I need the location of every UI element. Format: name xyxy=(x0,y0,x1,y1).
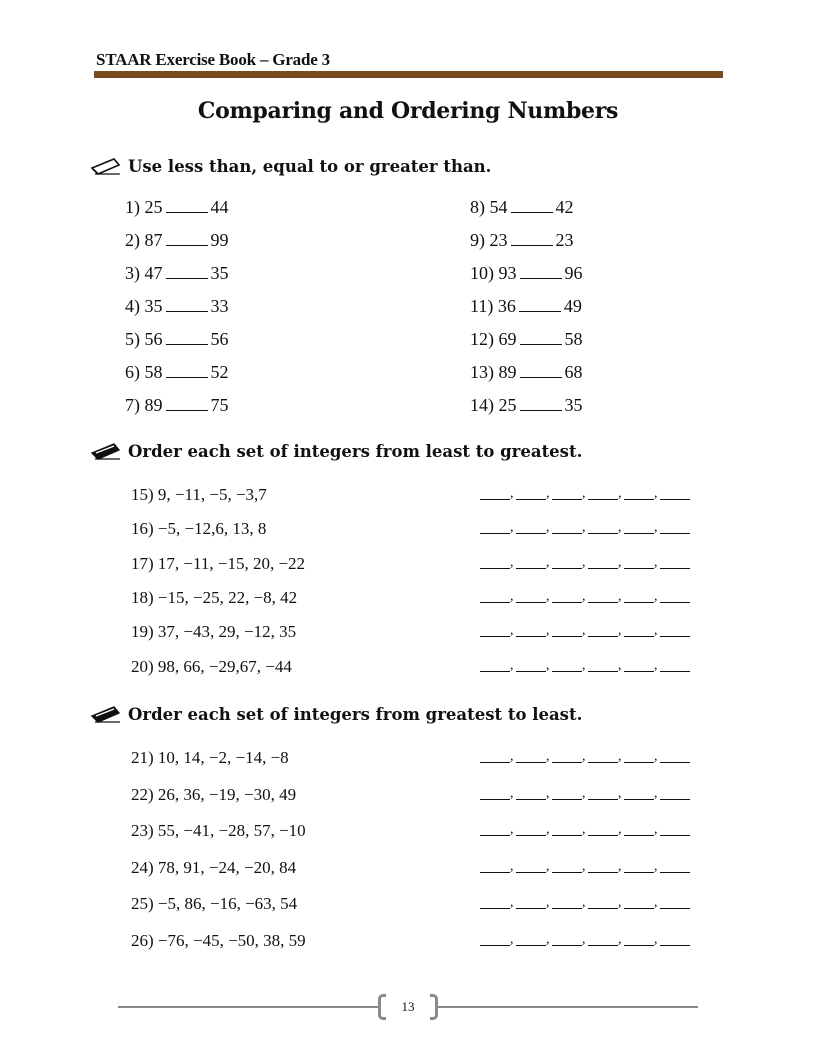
comma: , xyxy=(510,749,514,764)
answer-blank[interactable] xyxy=(588,556,618,569)
number-a: 89 xyxy=(144,395,163,415)
item-number: 20) xyxy=(131,656,154,676)
item-number: 9) xyxy=(470,230,485,250)
comma: , xyxy=(618,486,622,501)
answer-blank[interactable] xyxy=(480,750,510,763)
order-item xyxy=(131,785,296,805)
answer-blank[interactable] xyxy=(166,363,208,378)
item-number: 17) xyxy=(131,553,154,573)
answer-blank[interactable] xyxy=(519,297,561,312)
answer-blank[interactable] xyxy=(166,330,208,345)
order-item xyxy=(131,622,296,642)
answer-blank[interactable] xyxy=(166,264,208,279)
footer-line-right xyxy=(436,1006,698,1008)
answer-blanks xyxy=(480,860,690,873)
answer-blanks xyxy=(480,750,690,763)
item-number: 4) xyxy=(125,296,140,316)
comma: , xyxy=(546,822,550,838)
answer-blank[interactable] xyxy=(516,860,546,873)
book-title: STAAR Exercise Book – Grade 3 xyxy=(96,50,330,69)
order-item xyxy=(131,657,292,677)
answer-blank[interactable] xyxy=(588,487,618,500)
number-b: 56 xyxy=(210,329,229,349)
comma: , xyxy=(546,486,550,501)
header-rule xyxy=(94,71,723,78)
answer-blank[interactable] xyxy=(520,264,562,279)
item-number: 24) xyxy=(131,857,154,877)
pencil-icon xyxy=(90,704,122,724)
section-heading-greatest-to-least xyxy=(90,704,582,724)
answer-blank[interactable] xyxy=(552,933,582,946)
answer-blank[interactable] xyxy=(166,297,208,312)
number-a: 56 xyxy=(144,329,163,349)
answer-blank[interactable] xyxy=(516,659,546,672)
order-item xyxy=(131,554,305,574)
item-number: 8) xyxy=(470,197,485,217)
answer-blank[interactable] xyxy=(516,521,546,534)
compare-item xyxy=(125,230,229,251)
item-number: 13) xyxy=(470,362,494,382)
comma: , xyxy=(618,858,622,874)
answer-blanks xyxy=(480,590,690,603)
page-title: Comparing and Ordering Numbers xyxy=(197,98,619,124)
answer-blank[interactable] xyxy=(520,363,562,378)
answer-blank[interactable] xyxy=(516,624,546,637)
page-number-text: 13 xyxy=(401,999,415,1014)
comma: , xyxy=(582,623,586,639)
comma: , xyxy=(654,657,658,673)
comma: , xyxy=(546,554,550,570)
comma: , xyxy=(654,785,658,801)
comma: , xyxy=(654,588,658,604)
number-a: 36 xyxy=(497,296,516,316)
answer-blank[interactable] xyxy=(480,624,510,637)
item-number: 7) xyxy=(125,395,140,415)
answer-blank[interactable] xyxy=(552,487,582,500)
comma: , xyxy=(654,822,658,838)
number-b: 68 xyxy=(564,362,583,382)
comma: , xyxy=(582,749,586,764)
answer-blank[interactable] xyxy=(660,860,690,873)
comma: , xyxy=(618,657,622,673)
bracket-left-icon xyxy=(378,994,386,1020)
comma: , xyxy=(618,749,622,764)
answer-blank[interactable] xyxy=(552,860,582,873)
integer-set: 55, −41, −28, 57, −10 xyxy=(157,821,306,841)
answer-blank[interactable] xyxy=(552,521,582,534)
item-number: 25) xyxy=(131,894,154,914)
answer-blank[interactable] xyxy=(516,556,546,569)
comma: , xyxy=(582,858,586,874)
comma: , xyxy=(654,623,658,639)
answer-blank[interactable] xyxy=(624,860,654,873)
comma: , xyxy=(510,785,514,801)
item-number: 26) xyxy=(131,931,154,950)
comma: , xyxy=(510,932,514,947)
answer-blank[interactable] xyxy=(588,521,618,534)
answer-blank[interactable] xyxy=(588,624,618,637)
footer-line-left xyxy=(118,1006,380,1008)
answer-blank[interactable] xyxy=(660,590,690,603)
answer-blank[interactable] xyxy=(660,487,690,500)
number-b: 49 xyxy=(563,296,582,316)
item-number: 10) xyxy=(470,263,494,283)
answer-blank[interactable] xyxy=(516,590,546,603)
comma: , xyxy=(618,520,622,536)
answer-blank[interactable] xyxy=(520,396,562,411)
section-heading-compare-text: Use less than, equal to or greater than. xyxy=(128,156,492,176)
answer-blanks xyxy=(480,521,690,534)
item-number: 2) xyxy=(125,230,140,250)
item-number: 5) xyxy=(125,329,140,349)
answer-blank[interactable] xyxy=(480,933,510,946)
comma: , xyxy=(510,895,514,911)
answer-blank[interactable] xyxy=(480,823,510,836)
number-a: 23 xyxy=(489,230,508,250)
number-a: 25 xyxy=(498,395,517,415)
answer-blank[interactable] xyxy=(166,231,208,246)
comma: , xyxy=(510,520,514,536)
item-number: 19) xyxy=(131,622,154,642)
answer-blank[interactable] xyxy=(660,787,690,800)
answer-blank[interactable] xyxy=(552,823,582,836)
comma: , xyxy=(654,858,658,874)
answer-blanks xyxy=(480,823,690,836)
answer-blank[interactable] xyxy=(588,823,618,836)
integer-set: −15, −25, 22, −8, 42 xyxy=(157,587,298,607)
order-item xyxy=(131,858,296,878)
comma: , xyxy=(546,932,550,947)
comma: , xyxy=(582,932,586,947)
integer-set: 98, 66, −29,67, −44 xyxy=(157,656,292,676)
answer-blank[interactable] xyxy=(624,659,654,672)
answer-blank[interactable] xyxy=(480,556,510,569)
answer-blanks xyxy=(480,659,690,672)
compare-item xyxy=(125,362,229,383)
answer-blank[interactable] xyxy=(624,487,654,500)
answer-blank[interactable] xyxy=(520,330,562,345)
answer-blank[interactable] xyxy=(624,823,654,836)
item-number: 11) xyxy=(470,296,494,316)
order-item xyxy=(131,821,306,841)
answer-blank[interactable] xyxy=(166,198,208,213)
answer-blank[interactable] xyxy=(624,787,654,800)
answer-blank[interactable] xyxy=(660,521,690,534)
comma: , xyxy=(582,554,586,570)
comma: , xyxy=(510,657,514,673)
comma: , xyxy=(618,932,622,947)
answer-blank[interactable] xyxy=(660,556,690,569)
integer-set: 78, 91, −24, −20, 84 xyxy=(157,857,297,877)
item-number: 21) xyxy=(131,748,154,767)
answer-blanks xyxy=(480,624,690,637)
comma: , xyxy=(654,749,658,764)
answer-blank[interactable] xyxy=(166,396,208,411)
answer-blank[interactable] xyxy=(480,590,510,603)
compare-item xyxy=(470,296,582,317)
item-number: 23) xyxy=(131,821,154,841)
order-item xyxy=(131,519,266,539)
integer-set: −76, −45, −50, 38, 59 xyxy=(157,931,306,950)
answer-blank[interactable] xyxy=(480,896,510,909)
answer-blanks xyxy=(480,556,690,569)
answer-blank[interactable] xyxy=(480,860,510,873)
item-number: 22) xyxy=(131,784,154,804)
number-a: 58 xyxy=(144,362,163,382)
answer-blank[interactable] xyxy=(516,933,546,946)
item-number: 6) xyxy=(125,362,140,382)
answer-blank[interactable] xyxy=(552,556,582,569)
order-item xyxy=(131,931,306,951)
number-b: 35 xyxy=(564,395,583,415)
compare-item xyxy=(470,362,583,383)
answer-blank[interactable] xyxy=(552,787,582,800)
comma: , xyxy=(510,623,514,639)
answer-blank[interactable] xyxy=(660,750,690,763)
comma: , xyxy=(582,486,586,501)
answer-blank[interactable] xyxy=(552,624,582,637)
answer-blank[interactable] xyxy=(480,659,510,672)
comma: , xyxy=(546,785,550,801)
comma: , xyxy=(510,822,514,838)
answer-blank[interactable] xyxy=(624,590,654,603)
integer-set: 9, −11, −5, −3,7 xyxy=(157,485,267,504)
section-heading-compare xyxy=(90,156,491,176)
answer-blank[interactable] xyxy=(516,787,546,800)
comma: , xyxy=(654,932,658,947)
comma: , xyxy=(582,895,586,911)
number-b: 44 xyxy=(210,197,229,217)
answer-blank[interactable] xyxy=(511,198,553,213)
comma: , xyxy=(618,822,622,838)
item-number: 15) xyxy=(131,485,154,504)
compare-item xyxy=(125,263,229,284)
answer-blank[interactable] xyxy=(660,896,690,909)
compare-item xyxy=(125,395,229,416)
answer-blank[interactable] xyxy=(660,624,690,637)
answer-blank[interactable] xyxy=(552,750,582,763)
compare-item xyxy=(470,263,583,284)
integer-set: 37, −43, 29, −12, 35 xyxy=(157,622,297,642)
answer-blank[interactable] xyxy=(516,750,546,763)
answer-blank[interactable] xyxy=(516,823,546,836)
comma: , xyxy=(618,785,622,801)
answer-blank[interactable] xyxy=(588,590,618,603)
order-item xyxy=(131,894,297,914)
comma: , xyxy=(546,895,550,911)
comma: , xyxy=(582,520,586,536)
number-a: 69 xyxy=(498,329,517,349)
comma: , xyxy=(582,822,586,838)
answer-blank[interactable] xyxy=(624,556,654,569)
answer-blank[interactable] xyxy=(588,860,618,873)
answer-blanks xyxy=(480,896,690,909)
item-number: 1) xyxy=(125,197,140,217)
comma: , xyxy=(582,785,586,801)
pencil-icon xyxy=(90,441,122,461)
item-number: 18) xyxy=(131,587,154,607)
integer-set: 10, 14, −2, −14, −8 xyxy=(157,748,289,767)
answer-blank[interactable] xyxy=(624,896,654,909)
answer-blank[interactable] xyxy=(516,487,546,500)
pencil-icon xyxy=(90,156,122,176)
comma: , xyxy=(510,486,514,501)
answer-blank[interactable] xyxy=(552,659,582,672)
integer-set: 17, −11, −15, 20, −22 xyxy=(157,553,306,573)
comma: , xyxy=(510,588,514,604)
answer-blank[interactable] xyxy=(660,823,690,836)
answer-blank[interactable] xyxy=(480,487,510,500)
item-number: 12) xyxy=(470,329,494,349)
answer-blank[interactable] xyxy=(511,231,553,246)
answer-blank[interactable] xyxy=(552,896,582,909)
compare-item xyxy=(470,329,583,350)
answer-blank[interactable] xyxy=(624,624,654,637)
integer-set: −5, −12,6, 13, 8 xyxy=(157,519,267,539)
comma: , xyxy=(618,623,622,639)
answer-blank[interactable] xyxy=(588,933,618,946)
bracket-right-icon xyxy=(430,994,438,1020)
comma: , xyxy=(510,554,514,570)
item-number: 16) xyxy=(131,519,154,539)
answer-blank[interactable] xyxy=(660,933,690,946)
number-a: 35 xyxy=(144,296,163,316)
number-b: 23 xyxy=(555,230,574,250)
number-a: 89 xyxy=(498,362,517,382)
answer-blank[interactable] xyxy=(480,787,510,800)
compare-item xyxy=(125,296,229,317)
section-heading-least-to-greatest xyxy=(90,441,582,461)
number-b: 99 xyxy=(210,230,229,250)
comma: , xyxy=(546,657,550,673)
answer-blank[interactable] xyxy=(480,521,510,534)
number-a: 54 xyxy=(489,197,508,217)
answer-blank[interactable] xyxy=(552,590,582,603)
answer-blank[interactable] xyxy=(516,896,546,909)
number-b: 58 xyxy=(564,329,583,349)
number-b: 75 xyxy=(210,395,229,415)
comma: , xyxy=(546,623,550,639)
comma: , xyxy=(582,588,586,604)
comma: , xyxy=(654,486,658,501)
answer-blanks xyxy=(480,487,690,500)
comma: , xyxy=(546,520,550,536)
answer-blank[interactable] xyxy=(588,787,618,800)
number-b: 35 xyxy=(210,263,229,283)
order-item xyxy=(131,588,297,608)
order-item xyxy=(131,485,267,505)
answer-blank[interactable] xyxy=(660,659,690,672)
integer-set: 26, 36, −19, −30, 49 xyxy=(157,784,297,804)
comma: , xyxy=(582,657,586,673)
compare-item xyxy=(470,230,574,251)
answer-blank[interactable] xyxy=(624,521,654,534)
number-a: 87 xyxy=(144,230,163,250)
section-heading-gtl-text: Order each set of integers from greatest to least. xyxy=(128,704,583,724)
answer-blank[interactable] xyxy=(588,896,618,909)
compare-item xyxy=(470,395,583,416)
comma: , xyxy=(618,895,622,911)
number-a: 25 xyxy=(144,197,163,217)
answer-blanks xyxy=(480,933,690,946)
answer-blank[interactable] xyxy=(624,750,654,763)
answer-blanks xyxy=(480,787,690,800)
compare-item xyxy=(125,197,229,218)
comma: , xyxy=(546,858,550,874)
number-b: 52 xyxy=(210,362,229,382)
number-a: 93 xyxy=(498,263,517,283)
comma: , xyxy=(546,749,550,764)
comma: , xyxy=(510,858,514,874)
comma: , xyxy=(618,554,622,570)
section-heading-ltg-text: Order each set of integers from least to greatest. xyxy=(128,441,583,461)
order-item xyxy=(131,748,289,768)
comma: , xyxy=(618,588,622,604)
page-number xyxy=(378,994,438,1020)
comma: , xyxy=(654,520,658,536)
item-number: 3) xyxy=(125,263,140,283)
comma: , xyxy=(654,554,658,570)
answer-blank[interactable] xyxy=(624,933,654,946)
number-b: 96 xyxy=(564,263,583,283)
number-a: 47 xyxy=(144,263,163,283)
compare-item xyxy=(470,197,574,218)
comma: , xyxy=(654,895,658,911)
integer-set: −5, 86, −16, −63, 54 xyxy=(157,894,298,914)
item-number: 14) xyxy=(470,395,494,415)
number-b: 42 xyxy=(555,197,574,217)
compare-item xyxy=(125,329,229,350)
answer-blank[interactable] xyxy=(588,750,618,763)
number-b: 33 xyxy=(210,296,229,316)
answer-blank[interactable] xyxy=(588,659,618,672)
comma: , xyxy=(546,588,550,604)
